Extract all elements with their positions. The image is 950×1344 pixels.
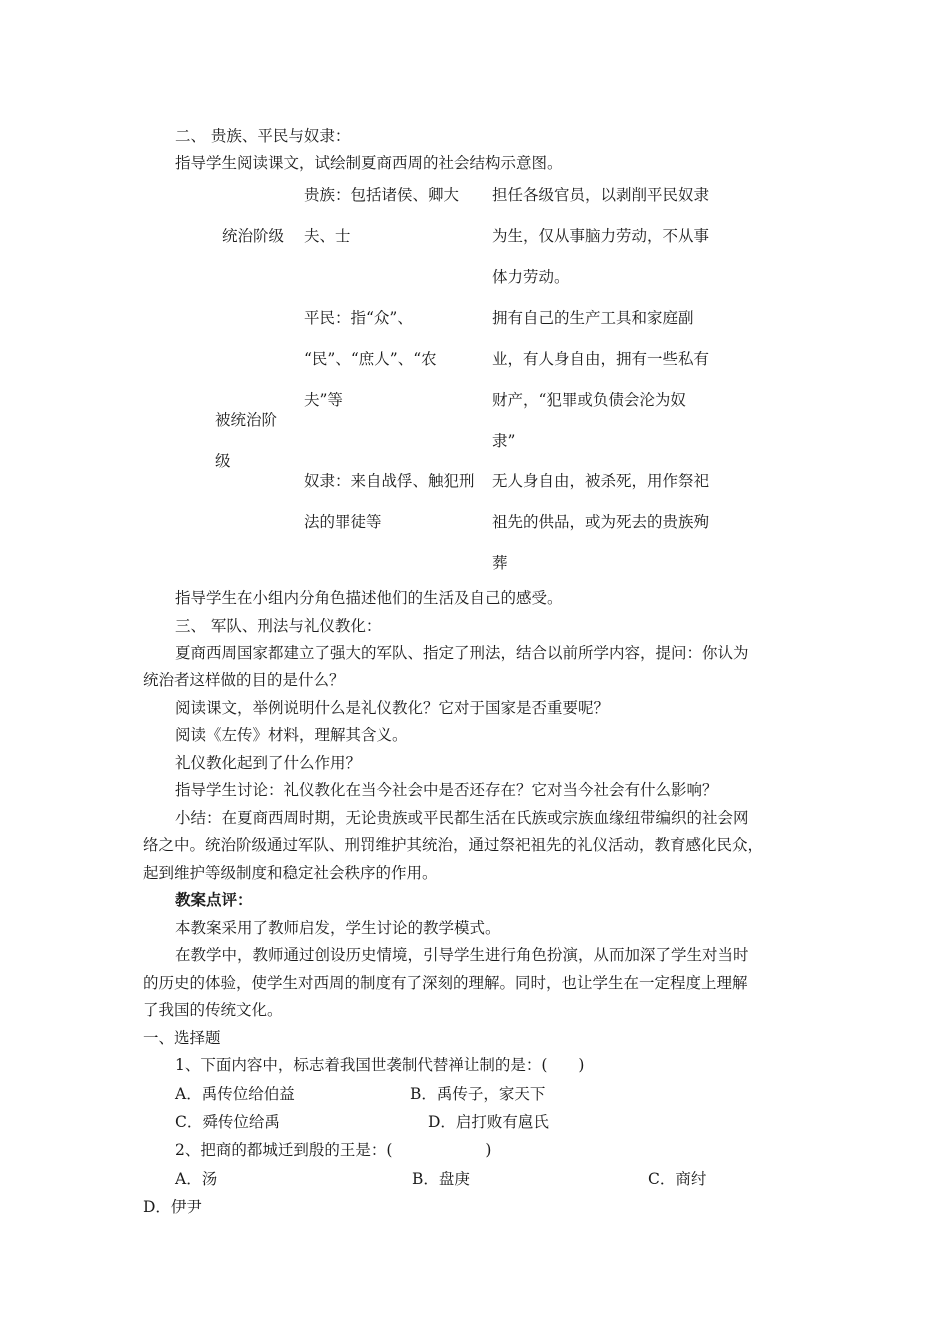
question-2-option-d: D．伊尹 — [143, 1198, 202, 1216]
question-1: 1、下面内容中，标志着我国世袭制代替禅让制的是：( ) — [175, 1056, 585, 1074]
question-1-option-d: D．启打败有扈氏 — [428, 1113, 549, 1131]
review-paragraph1: 本教案采用了教师启发，学生讨论的教学模式。 — [175, 919, 501, 937]
quiz-heading: 一、选择题 — [143, 1029, 221, 1047]
nobles-role: 担任各级官员，以剥削平民奴隶 为生，仅从事脑力劳动，不从事 体力劳动。 — [492, 186, 710, 286]
question-2-option-b: B．盘庚 — [412, 1170, 470, 1188]
summary-paragraph: 小结：在夏商西周时期，无论贵族或平民都生活在氏族或宗族血缘纽带编织的社会网 — [175, 809, 749, 827]
section2-heading: 二、 贵族、平民与奴隶： — [175, 127, 351, 145]
question-1-option-b: B．禹传子，家天下 — [410, 1085, 546, 1103]
slaves-role: 无人身自由，被杀死，用作祭祀 祖先的供品，或为死去的贵族殉 葬 — [492, 472, 710, 572]
section3-paragraph2: 阅读课文，举例说明什么是礼仪教化？它对于国家是否重要呢？ — [175, 699, 610, 717]
question-2-option-a: A．汤 — [175, 1170, 218, 1188]
summary-paragraph-cont2: 起到维护等级制度和稳定社会秩序的作用。 — [143, 864, 438, 882]
review-paragraph2-cont2: 了我国的传统文化。 — [143, 1001, 283, 1019]
question-2-option-c: C．商纣 — [648, 1170, 707, 1188]
summary-paragraph-cont1: 络之中。统治阶级通过军队、刑罚维护其统治，通过祭祀祖先的礼仪活动，教育感化民众， — [143, 836, 764, 854]
question-1-option-c: C．舜传位给禹 — [175, 1113, 280, 1131]
review-heading: 教案点评： — [175, 890, 253, 909]
section3-paragraph5: 指导学生讨论：礼仪教化在当今社会中是否还存在？它对当今社会有什么影响？ — [175, 781, 718, 799]
review-paragraph2: 在教学中，教师通过创设历史情境，引导学生进行角色扮演，从而加深了学生对当时 — [175, 946, 749, 964]
nobles-description: 贵族：包括诸侯、卿大 夫、士 — [304, 186, 460, 245]
group-activity-instruction: 指导学生在小组内分角色描述他们的生活及自己的感受。 — [175, 589, 563, 607]
question-1-option-a: A．禹传位给伯益 — [175, 1085, 295, 1103]
ruling-class-label: 统治阶级 — [222, 227, 285, 245]
question-2: 2、把商的都城迁到殷的王是：( ) — [175, 1141, 492, 1159]
section3-paragraph1: 夏商西周国家都建立了强大的军队、指定了刑法，结合以前所学内容，提问：你认为 — [175, 644, 749, 662]
section3-paragraph4: 礼仪教化起到了什么作用？ — [175, 754, 362, 772]
section3-paragraph3: 阅读《左传》材料，理解其含义。 — [175, 726, 408, 744]
section2-instruction: 指导学生阅读课文，试绘制夏商西周的社会结构示意图。 — [175, 154, 563, 172]
ruled-class-label-cont: 级 — [215, 452, 231, 470]
slaves-description: 奴隶：来自战俘、触犯刑 法的罪徒等 — [304, 472, 475, 531]
section3-paragraph1-cont: 统治者这样做的目的是什么？ — [143, 671, 345, 689]
commoners-role: 拥有自己的生产工具和家庭副 业，有人身自由，拥有一些私有 财产，“犯罪或负债会沦为奴 隶” — [492, 309, 710, 450]
section3-heading: 三、 军队、刑法与礼仪教化： — [175, 617, 382, 635]
review-paragraph2-cont1: 的历史的体验，使学生对西周的制度有了深刻的理解。同时，也让学生在一定程度上理解 — [143, 974, 748, 992]
ruled-class-label: 被统治阶 — [215, 411, 278, 429]
commoners-description: 平民：指“众”、 “民”、“庶人”、“农 夫”等 — [304, 309, 437, 409]
